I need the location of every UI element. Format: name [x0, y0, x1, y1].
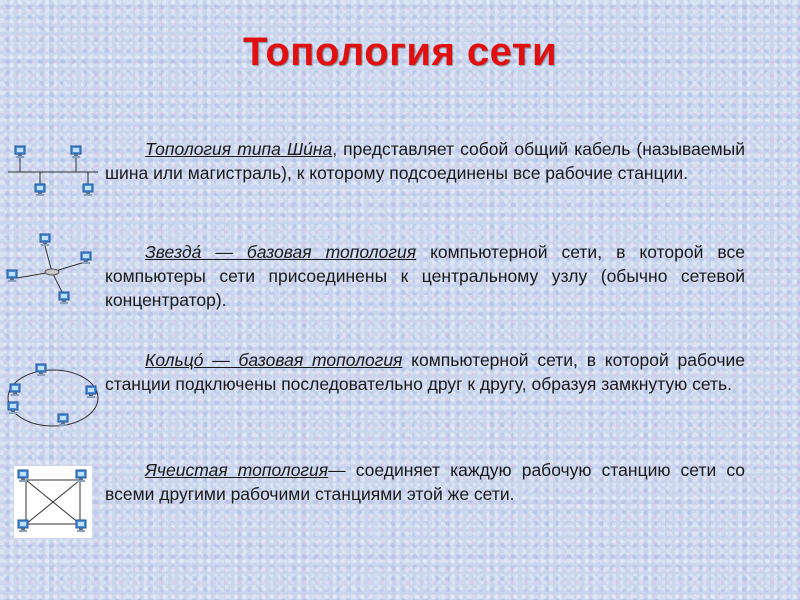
- bus-topology-paragraph: [105, 137, 745, 185]
- star-topology-term: Звезда́ — базовая топология: [145, 242, 417, 262]
- page-title: Топология сети: [242, 30, 558, 74]
- mesh-topology-paragraph: [105, 458, 745, 506]
- mesh-topology-icon: [14, 466, 92, 538]
- star-topology-text: компьютерной сети, в которой все компьютеры сети присоединены к центральному узлу (обычно сетевой концентратор).: [105, 242, 745, 310]
- mesh-topology-term: Ячеистая топология: [145, 460, 329, 480]
- ring-topology-term: Кольцо́ — базовая топология: [145, 350, 403, 370]
- bus-topology-term: Топология типа Ши́на: [145, 139, 333, 159]
- ring-topology-icon: [0, 358, 105, 433]
- ring-topology-paragraph: [105, 348, 745, 396]
- bus-topology-text: , представляет собой общий кабель (называемый шина или магистраль), к которому подсоединены все рабочие станции.: [105, 139, 745, 183]
- star-topology-paragraph: [105, 240, 745, 312]
- bus-topology-icon: [0, 140, 100, 200]
- star-topology-icon: [5, 232, 100, 307]
- mesh-topology-text: — соединяет каждую рабочую станцию сети со всеми другими рабочими станциями этой же сети.: [105, 460, 745, 504]
- ring-topology-text: компьютерной сети, в которой рабочие станции подключены последовательно друг к другу, образуя замкнутую сеть.: [105, 350, 745, 394]
